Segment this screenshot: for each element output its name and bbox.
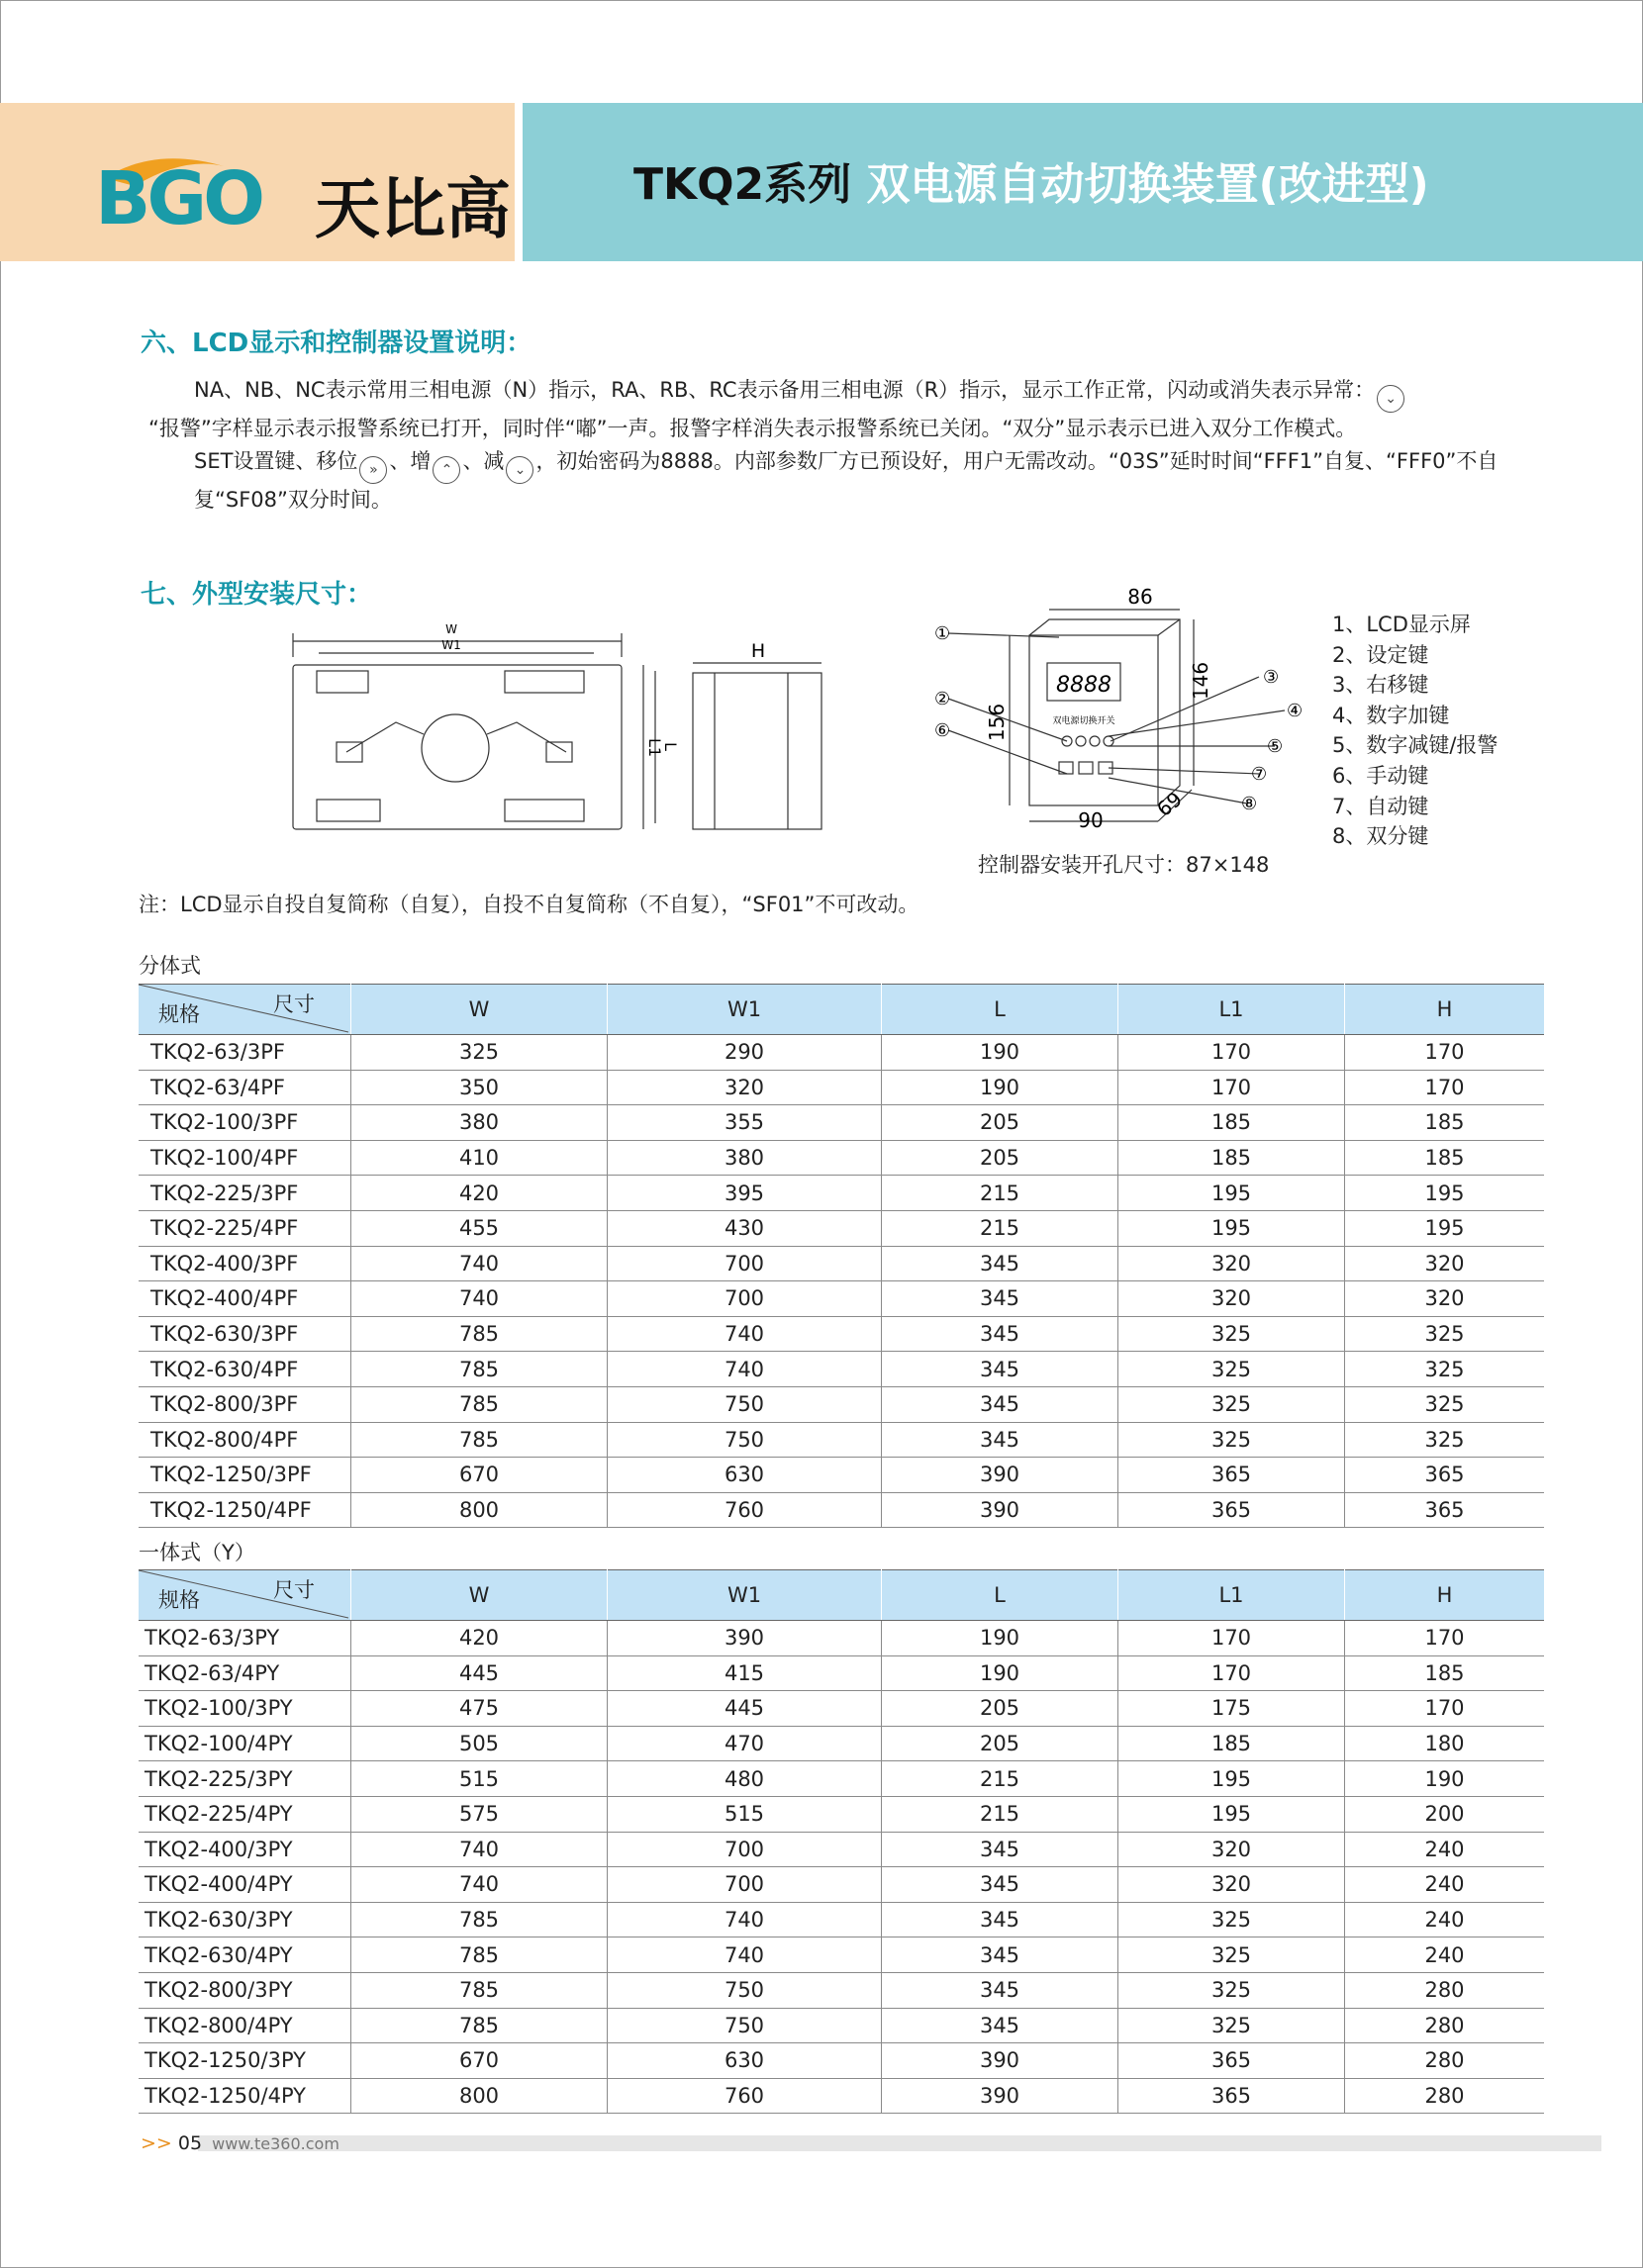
legend-item: 8、双分键: [1332, 824, 1429, 849]
dimension-cell: 325: [351, 1035, 608, 1071]
dimension-cell: 740: [351, 1832, 608, 1867]
dimension-cell: 785: [351, 1352, 608, 1387]
dimension-cell: 170: [1118, 1035, 1345, 1071]
dimension-cell: 740: [608, 1316, 882, 1352]
model-cell: TKQ2-400/3PF: [139, 1246, 351, 1281]
model-cell: TKQ2-800/4PF: [139, 1422, 351, 1458]
dimension-cell: 785: [351, 2008, 608, 2043]
model-cell: TKQ2-100/3PY: [139, 1691, 351, 1727]
dimension-cell: 215: [882, 1210, 1118, 1246]
dimension-cell: 320: [1118, 1246, 1345, 1281]
dimension-cell: 325: [1345, 1352, 1545, 1387]
dimension-cell: 325: [1118, 1422, 1345, 1458]
corner-top-label: 尺寸: [273, 992, 315, 1016]
dimension-cell: 175: [1118, 1691, 1345, 1727]
split-table-caption: 分体式: [139, 954, 201, 978]
table-row: [139, 1035, 1544, 1071]
dimension-cell: 170: [1345, 1070, 1545, 1105]
dimension-cell: 365: [1345, 1458, 1545, 1493]
dimension-cell: 785: [351, 1902, 608, 1937]
dimension-cell: 760: [608, 1492, 882, 1528]
table-row: [139, 1867, 1544, 1903]
dimension-cell: 365: [1118, 2078, 1345, 2114]
dimension-cell: 700: [608, 1867, 882, 1903]
section6-p2d: ，初始密码为8888。内部参数厂方已预设好，用户无需改动。“03S”延时时间“FFF1”自复、“FFF0”不自复“SF08”双分时间。: [194, 449, 1498, 512]
dimension-cell: 390: [882, 1492, 1118, 1528]
controller-legend: [1332, 610, 1498, 852]
table-row: [139, 1691, 1544, 1727]
section6-p2b: 、增: [389, 449, 432, 473]
model-cell: TKQ2-400/3PY: [139, 1832, 351, 1867]
model-cell: TKQ2-630/3PY: [139, 1902, 351, 1937]
callout-8: ⑧: [1241, 794, 1258, 814]
dimension-cell: 280: [1345, 1972, 1545, 2008]
dimension-cell: 345: [882, 1316, 1118, 1352]
table-row: [139, 1458, 1544, 1493]
page-number: 05: [177, 2132, 203, 2154]
model-cell: TKQ2-63/3PF: [139, 1035, 351, 1071]
dimension-cell: 750: [608, 1972, 882, 2008]
table-row: [139, 1655, 1544, 1691]
dimension-cell: 390: [882, 2078, 1118, 2114]
model-cell: TKQ2-800/3PF: [139, 1386, 351, 1422]
dimension-cell: 415: [608, 1655, 882, 1691]
legend-item: 3、右移键: [1332, 673, 1429, 698]
model-cell: TKQ2-1250/4PF: [139, 1492, 351, 1528]
table-row: [139, 2078, 1544, 2114]
dimension-cell: 345: [882, 1352, 1118, 1387]
dimension-cell: 205: [882, 1726, 1118, 1761]
dimension-cell: 345: [882, 1972, 1118, 2008]
dimension-cell: 195: [1345, 1176, 1545, 1211]
panel-label: 双电源切换开关: [1052, 716, 1115, 726]
table-row: [139, 2043, 1544, 2079]
dimension-cell: 320: [1118, 1281, 1345, 1317]
legend-item: 4、数字加键: [1332, 703, 1450, 727]
dimension-cell: 785: [351, 1972, 608, 2008]
legend-item: 5、数字减键/报警: [1332, 733, 1498, 758]
legend-item: 7、自动键: [1332, 794, 1429, 818]
dimension-cell: 325: [1345, 1316, 1545, 1352]
model-cell: TKQ2-225/3PF: [139, 1176, 351, 1211]
page-title: [633, 148, 1429, 212]
dimension-cell: 740: [351, 1246, 608, 1281]
switch-outline-drawing: [277, 614, 680, 841]
dimension-cell: 515: [351, 1761, 608, 1797]
dimension-cell: 345: [882, 1281, 1118, 1317]
callout-1: ①: [934, 623, 951, 644]
model-cell: TKQ2-100/3PF: [139, 1105, 351, 1141]
arrow-down-circle-icon: ⌄: [1377, 385, 1404, 413]
controller-drawing: [920, 580, 1316, 841]
dimension-cell: 740: [608, 1352, 882, 1387]
model-cell: TKQ2-630/4PF: [139, 1352, 351, 1387]
dimension-cell: 750: [608, 1422, 882, 1458]
col-header-l: L: [882, 1570, 1118, 1621]
model-cell: TKQ2-800/4PY: [139, 2008, 351, 2043]
model-cell: TKQ2-400/4PF: [139, 1281, 351, 1317]
dimension-cell: 170: [1118, 1070, 1345, 1105]
dim-146: 146: [1189, 661, 1212, 701]
integrated-spec-table: [139, 1569, 1544, 2114]
dimension-cell: 350: [351, 1070, 608, 1105]
dimension-cell: 185: [1118, 1105, 1345, 1141]
table-row: [139, 1621, 1544, 1656]
dimension-cell: 185: [1345, 1140, 1545, 1176]
section6-p2c: 、减: [462, 449, 505, 473]
dimension-cell: 380: [608, 1140, 882, 1176]
model-cell: TKQ2-1250/3PY: [139, 2043, 351, 2079]
callout-5: ⑤: [1267, 736, 1284, 757]
arrow-up-circle-icon: ⌃: [433, 456, 460, 484]
dim-w1: W1: [441, 638, 461, 652]
split-spec-table: [139, 984, 1544, 1528]
dimension-cell: 195: [1345, 1210, 1545, 1246]
dimension-cell: 185: [1345, 1655, 1545, 1691]
corner-cell: [139, 985, 351, 1035]
dimension-cell: 240: [1345, 1867, 1545, 1903]
dimension-cell: 280: [1345, 2078, 1545, 2114]
legend-item: 2、设定键: [1332, 642, 1429, 667]
drill-size-note: 控制器安装开孔尺寸：87×148: [978, 853, 1270, 877]
dimension-cell: 195: [1118, 1176, 1345, 1211]
dimension-cell: 670: [351, 1458, 608, 1493]
dimension-cell: 700: [608, 1246, 882, 1281]
dimension-cell: 325: [1345, 1386, 1545, 1422]
dimension-cell: 345: [882, 1902, 1118, 1937]
dimension-cell: 420: [351, 1621, 608, 1656]
table-row: [139, 1972, 1544, 2008]
dimension-cell: 740: [608, 1902, 882, 1937]
dimension-cell: 785: [351, 1422, 608, 1458]
dimension-cell: 630: [608, 1458, 882, 1493]
model-cell: TKQ2-100/4PY: [139, 1726, 351, 1761]
section6-body: [148, 374, 1544, 517]
lcd-readout: 8888: [1056, 673, 1111, 698]
col-header-w: W: [351, 985, 608, 1035]
table-row: [139, 1316, 1544, 1352]
dimension-cell: 170: [1345, 1621, 1545, 1656]
dim-w: W: [445, 622, 457, 636]
table-row: [139, 1422, 1544, 1458]
dimension-cell: 320: [1118, 1832, 1345, 1867]
col-header-h: H: [1345, 985, 1545, 1035]
arrow-down-circle-icon: ⌄: [506, 456, 533, 484]
dimension-cell: 700: [608, 1281, 882, 1317]
split-table-body: [139, 1035, 1544, 1528]
legend-item: 1、LCD显示屏: [1332, 613, 1471, 636]
dimension-cell: 345: [882, 1937, 1118, 1973]
dimension-cell: 345: [882, 1386, 1118, 1422]
dimension-cell: 785: [351, 1386, 608, 1422]
dim-156: 156: [985, 703, 1009, 742]
dimension-cell: 800: [351, 2078, 608, 2114]
callout-2: ②: [934, 689, 951, 709]
dimension-cell: 395: [608, 1176, 882, 1211]
dimension-cell: 320: [1345, 1246, 1545, 1281]
table-header-row: [139, 985, 1544, 1035]
table-row: [139, 1832, 1544, 1867]
table-row: [139, 1281, 1544, 1317]
footer-url: www.te360.com: [212, 2134, 339, 2153]
dimension-cell: 240: [1345, 1832, 1545, 1867]
col-header-w1: W1: [608, 1570, 882, 1621]
dim-69: 69: [1152, 787, 1187, 822]
model-cell: TKQ2-225/4PF: [139, 1210, 351, 1246]
dimension-cell: 455: [351, 1210, 608, 1246]
dimension-cell: 170: [1118, 1655, 1345, 1691]
dimension-cell: 280: [1345, 2008, 1545, 2043]
dimension-cell: 185: [1345, 1105, 1545, 1141]
table-header-row: [139, 1570, 1544, 1621]
corner-bottom-label: 规格: [158, 1588, 200, 1612]
dimension-cell: 365: [1118, 1458, 1345, 1493]
dim-l: L: [661, 742, 680, 751]
switch-side-view: [689, 639, 829, 833]
dimension-cell: 205: [882, 1105, 1118, 1141]
dimension-cell: 420: [351, 1176, 608, 1211]
dimension-cell: 170: [1118, 1621, 1345, 1656]
footer-bar: [198, 2135, 1601, 2151]
dimension-cell: 785: [351, 1937, 608, 1973]
dimension-cell: 430: [608, 1210, 882, 1246]
dim-l1: L1: [645, 738, 664, 758]
dimension-cell: 365: [1345, 1492, 1545, 1528]
dimension-cell: 320: [1118, 1867, 1345, 1903]
section6-title: 六、LCD显示和控制器设置说明：: [141, 329, 532, 358]
dimension-cell: 215: [882, 1761, 1118, 1797]
dimension-cell: 215: [882, 1796, 1118, 1832]
dimension-cell: 325: [1118, 1937, 1345, 1973]
table-row: [139, 1902, 1544, 1937]
corner-cell: [139, 1570, 351, 1621]
callout-3: ③: [1263, 667, 1280, 688]
logo-text: BGO: [95, 156, 262, 241]
dimension-cell: 515: [608, 1796, 882, 1832]
dimension-cell: 785: [351, 1316, 608, 1352]
dimension-cell: 325: [1118, 2008, 1345, 2043]
table-row: [139, 1070, 1544, 1105]
dimension-cell: 345: [882, 1867, 1118, 1903]
dimension-cell: 740: [608, 1937, 882, 1973]
col-header-h: H: [1345, 1570, 1545, 1621]
dimension-cell: 195: [1118, 1761, 1345, 1797]
dimension-cell: 700: [608, 1832, 882, 1867]
dimension-cell: 195: [1118, 1210, 1345, 1246]
col-header-w: W: [351, 1570, 608, 1621]
dimension-cell: 325: [1118, 1352, 1345, 1387]
dimension-cell: 505: [351, 1726, 608, 1761]
dimension-cell: 410: [351, 1140, 608, 1176]
dimension-cell: 390: [608, 1621, 882, 1656]
dimension-cell: 190: [882, 1655, 1118, 1691]
table-row: [139, 1210, 1544, 1246]
dimension-cell: 750: [608, 2008, 882, 2043]
table-row: [139, 1761, 1544, 1797]
integrated-table-caption: 一体式（Y）: [139, 1541, 255, 1564]
footer: [141, 2132, 339, 2154]
dimension-cell: 190: [882, 1035, 1118, 1071]
model-cell: TKQ2-630/3PF: [139, 1316, 351, 1352]
dimension-cell: 630: [608, 2043, 882, 2079]
table-row: [139, 1937, 1544, 1973]
dimension-cell: 240: [1345, 1937, 1545, 1973]
dimension-cell: 445: [608, 1691, 882, 1727]
integrated-table-body: [139, 1621, 1544, 2114]
dimension-cell: 365: [1118, 2043, 1345, 2079]
dimension-cell: 325: [1345, 1422, 1545, 1458]
dimension-cell: 365: [1118, 1492, 1345, 1528]
model-cell: TKQ2-1250/3PF: [139, 1458, 351, 1493]
table-row: [139, 1386, 1544, 1422]
dimension-cell: 475: [351, 1691, 608, 1727]
dimension-cell: 185: [1118, 1140, 1345, 1176]
dim-h: H: [750, 640, 766, 662]
section7-title: 七、外型安装尺寸：: [141, 580, 373, 610]
model-cell: TKQ2-400/4PY: [139, 1867, 351, 1903]
dimension-cell: 320: [608, 1070, 882, 1105]
dimension-cell: 740: [351, 1867, 608, 1903]
model-cell: TKQ2-225/3PY: [139, 1761, 351, 1797]
dimension-cell: 170: [1345, 1691, 1545, 1727]
section6-p1: NA、NB、NC表示常用三相电源（N）指示，RA、RB、RC表示备用三相电源（R）指示，显示工作正常，闪动或消失表示异常：: [194, 378, 1376, 402]
callout-7: ⑦: [1251, 764, 1268, 785]
model-cell: TKQ2-63/4PY: [139, 1655, 351, 1691]
model-cell: TKQ2-630/4PY: [139, 1937, 351, 1973]
dimension-cell: 190: [882, 1621, 1118, 1656]
dimension-cell: 355: [608, 1105, 882, 1141]
dimension-cell: 380: [351, 1105, 608, 1141]
dimension-cell: 190: [882, 1070, 1118, 1105]
dimension-cell: 185: [1118, 1726, 1345, 1761]
table-row: [139, 1352, 1544, 1387]
dimension-cell: 325: [1118, 1902, 1345, 1937]
dimension-cell: 345: [882, 1246, 1118, 1281]
dimension-cell: 345: [882, 1422, 1118, 1458]
table-row: [139, 1246, 1544, 1281]
table-row: [139, 2008, 1544, 2043]
dimension-cell: 740: [351, 1281, 608, 1317]
table-row: [139, 1105, 1544, 1141]
dimension-cell: 170: [1345, 1035, 1545, 1071]
model-cell: TKQ2-63/4PF: [139, 1070, 351, 1105]
dimension-cell: 205: [882, 1691, 1118, 1727]
dimension-cell: 190: [1345, 1761, 1545, 1797]
arrow-right-circle-icon: »: [359, 456, 387, 484]
col-header-w1: W1: [608, 985, 882, 1035]
dimension-cell: 345: [882, 2008, 1118, 2043]
dimension-cell: 320: [1345, 1281, 1545, 1317]
model-cell: TKQ2-225/4PY: [139, 1796, 351, 1832]
dimension-cell: 800: [351, 1492, 608, 1528]
dimension-cell: 180: [1345, 1726, 1545, 1761]
section6-p1b: “报警”字样显示表示报警系统已打开，同时伴“嘟”一声。报警字样消失表示报警系统已关闭。“双分”显示表示已进入双分工作模式。: [148, 417, 1357, 440]
dimension-cell: 240: [1345, 1902, 1545, 1937]
legend-item: 6、手动键: [1332, 763, 1429, 788]
dimension-cell: 325: [1118, 1972, 1345, 2008]
dimension-cell: 670: [351, 2043, 608, 2079]
section6-p2a: SET设置键、移位: [194, 449, 358, 473]
lcd-note: 注：LCD显示自投自复简称（自复），自投不自复简称（不自复），“SF01”不可改动。: [139, 893, 919, 916]
dim-86: 86: [1127, 585, 1153, 609]
table-row: [139, 1140, 1544, 1176]
corner-top-label: 尺寸: [273, 1578, 315, 1602]
dimension-cell: 215: [882, 1176, 1118, 1211]
dimension-cell: 760: [608, 2078, 882, 2114]
dimension-cell: 345: [882, 1832, 1118, 1867]
dimension-cell: 390: [882, 1458, 1118, 1493]
col-header-l: L: [882, 985, 1118, 1035]
title-series: TKQ2系列: [633, 159, 852, 210]
table-row: [139, 1796, 1544, 1832]
dimension-cell: 290: [608, 1035, 882, 1071]
dimension-cell: 480: [608, 1761, 882, 1797]
dimension-cell: 575: [351, 1796, 608, 1832]
corner-bottom-label: 规格: [158, 1002, 200, 1026]
col-header-l1: L1: [1118, 985, 1345, 1035]
dimension-cell: 390: [882, 2043, 1118, 2079]
model-cell: TKQ2-800/3PY: [139, 1972, 351, 2008]
model-cell: TKQ2-100/4PF: [139, 1140, 351, 1176]
table-row: [139, 1176, 1544, 1211]
callout-6: ⑥: [934, 720, 951, 741]
footer-arrows: >>: [141, 2132, 172, 2154]
dimension-cell: 205: [882, 1140, 1118, 1176]
dimension-cell: 195: [1118, 1796, 1345, 1832]
table-row: [139, 1726, 1544, 1761]
dimension-cell: 470: [608, 1726, 882, 1761]
table-row: [139, 1492, 1544, 1528]
dimension-cell: 325: [1118, 1316, 1345, 1352]
model-cell: TKQ2-1250/4PY: [139, 2078, 351, 2114]
dimension-cell: 200: [1345, 1796, 1545, 1832]
dimension-cell: 750: [608, 1386, 882, 1422]
col-header-l1: L1: [1118, 1570, 1345, 1621]
dimension-cell: 280: [1345, 2043, 1545, 2079]
logo-chinese: 天比高: [315, 171, 511, 247]
title-name: 双电源自动切换装置(改进型): [866, 159, 1429, 210]
dimension-cell: 445: [351, 1655, 608, 1691]
model-cell: TKQ2-63/3PY: [139, 1621, 351, 1656]
callout-4: ④: [1287, 701, 1304, 721]
dim-90: 90: [1078, 808, 1104, 832]
dimension-cell: 325: [1118, 1386, 1345, 1422]
